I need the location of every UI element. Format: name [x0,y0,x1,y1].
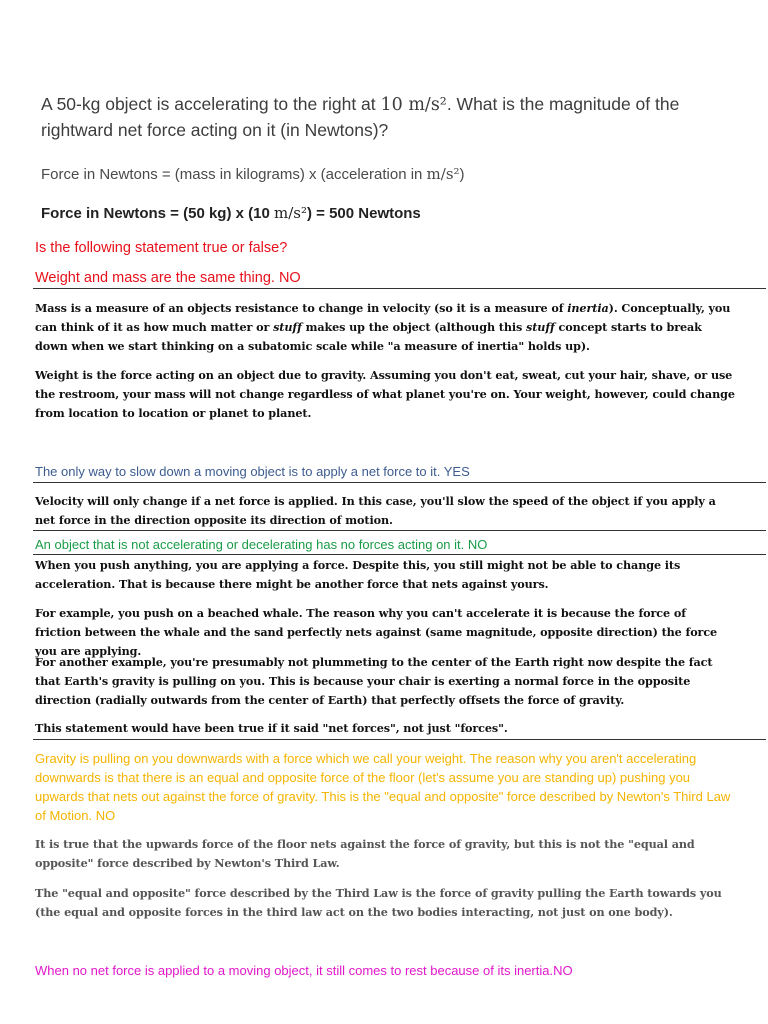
explanation-velocity: Velocity will only change if a net force is applied. In this case, you'll slow the speed of the object if you apply a net force in the direction opposite its direction of motion. [35,494,716,527]
statement-weight-mass: Weight and mass are the same thing. NO [35,270,301,286]
emphasis-stuff: stuff [273,320,302,334]
divider [33,482,766,483]
solution-text-a: Force in Newtons = (50 kg) x (10 [41,205,274,222]
divider [33,554,766,555]
explanation-weight: Weight is the force acting on an object due to gravity. Assuming you don't eat, sweat, cut your hair, shave, or use the restroom, your mass will not change regardless of what planet you're on. Your weight, however, could change from location to location or planet to planet. [35,368,735,420]
statement-slow-down: The only way to slow down a moving object is to apply a net force to it. YES [35,464,470,479]
statement-gravity-third-law: Gravity is pulling on you downwards with a force which we call your weight. The reason why you aren't accelerating downwards is that there is an equal and opposite force of the floor (let's assume you are standing up) pushing you upwards that nets out against the force of gravity. This is the "equal and opposite" force described by Newton's Third Law of Motion. NO [35,751,731,823]
solution-text-b: ) = 500 Newtons [306,205,421,222]
solution-line [41,202,741,225]
explanation-push: When you push anything, you are applying a force. Despite this, you still might not be able to change its acceleration. That is because there might be another force that nets against yours. [35,558,681,591]
formula-line [41,163,741,186]
divider [33,530,766,531]
statement-no-forces: An object that is not accelerating or decelerating has no forces acting on it. NO [35,537,488,552]
explanation-net-forces: This statement would have been true if it said "net forces", not just "forces". [35,721,508,735]
explanation-floor: It is true that the upwards force of the floor nets against the force of gravity, but this is not the "equal and opposite" force described by Newton's Third Law. [35,837,695,870]
explanation-third-law: The "equal and opposite" force described by the Third Law is the force of gravity pulling the Earth towards you (the equal and opposite forces in the third law act on the two bodies interacting, not just on one body). [35,886,722,919]
intro-question: Is the following statement true or false? [35,240,288,256]
question-acceleration: 10 m/s² [380,95,447,115]
explanation-mass-text-c: makes up the object (although this [301,320,527,334]
divider [33,288,766,289]
emphasis-inertia: inertia [567,301,609,315]
explanation-mass-text-b: ). Conceptually, you can think of it as how much matter or [35,301,731,334]
divider [33,739,766,740]
statement-inertia-rest: When no net force is applied to a moving object, it still comes to rest because of its inertia.NO [35,963,573,978]
question-text-b: . What is the magnitude of the rightward net force acting on it (in Newtons)? [41,94,680,140]
explanation-whale: For example, you push on a beached whale. The reason why you can't accelerate it is because the force of friction between the whale and the sand perfectly nets against (same magnitude, opposite direction) the force you are applying. [35,606,718,658]
explanation-mass [35,299,735,356]
explanation-mass-text-a: Mass is a measure of an objects resistance to change in velocity (so it is a measure of [35,301,568,315]
formula-text-a: Force in Newtons = (mass in kilograms) x (acceleration in [41,166,427,183]
formula-unit: m/s² [426,165,460,183]
explanation-mass-text-d: concept starts to break down when we start thinking on a subatomic scale while "a measure of inertia" holds up). [35,320,702,353]
question-text-a: A 50-kg object is accelerating to the right at [41,94,381,114]
emphasis-stuff: stuff [526,320,555,334]
solution-unit: m/s² [273,204,307,222]
formula-text-b: ) [459,166,465,183]
explanation-earth: For another example, you're presumably not plummeting to the center of the Earth right now despite the fact that Earth's gravity is pulling on you. This is because your chair is exerting a normal force in the opposite direction (radially outwards from the center of Earth) that perfectly offsets the force of gravity. [35,655,713,707]
problem-question [41,92,741,143]
